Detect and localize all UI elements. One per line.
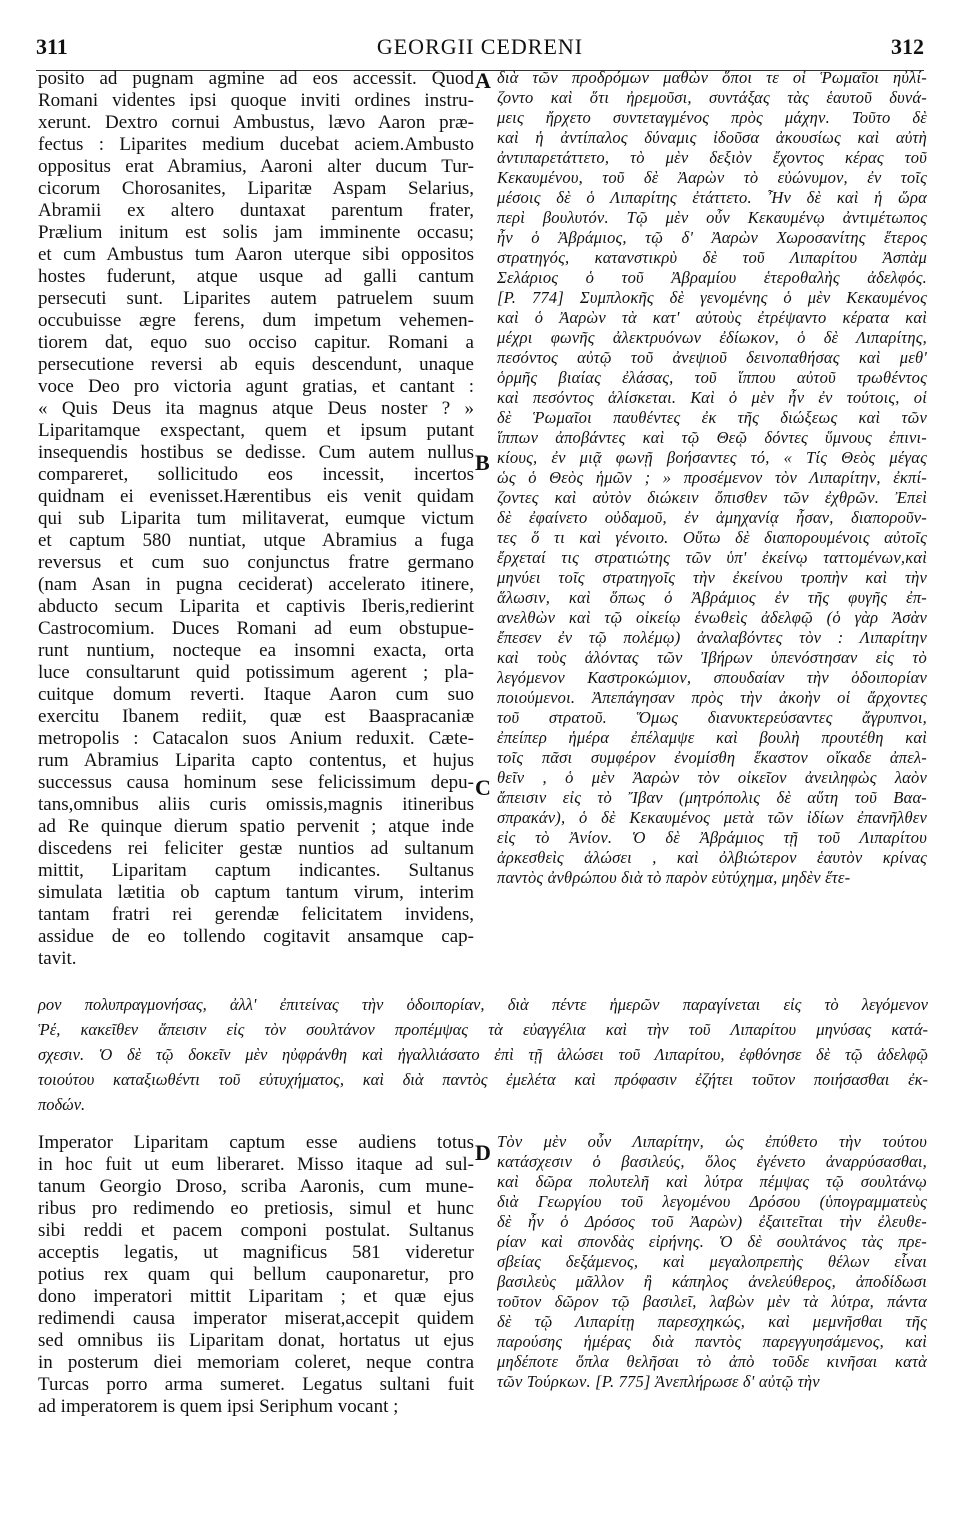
text-line: ποδών. xyxy=(38,1095,86,1114)
section-marker-a: A xyxy=(475,68,491,93)
text-line: ἀρκεσθεὶς ἁλώσει , καὶ ὀλβιώτερον ἑαυτὸν κρίνας xyxy=(497,848,927,867)
text-line: tiorem dat, equo suo occiso capitur. Romani a xyxy=(38,332,474,353)
text-line: ἔρχεταί τις στρατιώτης τῶν ὑπ' ἐκείνῳ ταττομένων,καὶ xyxy=(497,548,927,567)
text-line: παντὸς ἀνθρώπου διὰ τὸ παρὸν εὐτύχημα, μηδὲν ἕτε- xyxy=(497,868,851,887)
text-line: δὲ ἐφαίνετο οὐδαμοῦ, ἐν ἀμηχανίᾳ ἦσαν, διαπορoῦν- xyxy=(497,508,927,527)
text-line: τοῦ στρατοῦ. Ὅμως διανυκτερεύσαντες ἄγρυπνοι, xyxy=(497,708,927,727)
text-line: θεῖν , ὁ μὲν Ἀαρὼν τὸν οἰκεῖον ἀνειληφὼς λαὸν xyxy=(497,768,927,787)
text-line: ἅλωσιν, καὶ ὅπως ὁ Ἀβράμιος ἐν τῆς φυγῆς ἐπ- xyxy=(497,588,927,607)
text-line: dono imperatori mittit Liparitam ; et quæ ejus xyxy=(38,1286,474,1307)
text-line: redimendi causa imperator miserat,accepit quidem xyxy=(38,1308,474,1329)
text-line: Imperator Liparitam captum esse audiens totus xyxy=(38,1132,474,1153)
text-line: καὶ τοὺς ἁλόντας τῶν Ἰβήρων ὑπενόστησαν εἰς τὸ xyxy=(497,648,927,667)
page-number-right: 312 xyxy=(891,34,924,59)
text-line: τῶν Τούρκων. [P. 775] Ἀνεπλήρωσε δ' αὐτῷ τὴν xyxy=(497,1372,820,1391)
text-line: et cum Ambustus tum Aaron uterque sibi oppositos xyxy=(38,244,474,265)
text-line: μηνύει τοῖς στρατηγοῖς τὴν ἐκείνου τροπὴν καὶ τὴν xyxy=(497,568,927,587)
text-line: sed omnibus iis Liparitam donat, hortatus ut ejus xyxy=(38,1330,474,1351)
text-line: εἰς τὸ Ἀνίον. Ὁ δὲ Ἀβράμιος τῇ τοῦ Λιπαρίτου xyxy=(497,828,927,847)
text-line: posito ad pugnam agmine ad eos accessit. Quod xyxy=(38,68,474,89)
section-marker-b: B xyxy=(475,450,490,475)
latin-column-top xyxy=(38,68,474,998)
section-marker-c: C xyxy=(475,775,491,800)
text-line: ἐπείπερ ἡμέρα ἐπέλαμψε καὶ βουλὴ προυτέθη καὶ xyxy=(497,728,927,747)
text-line: σχεσιν. Ὁ δὲ τῷ δοκεῖν μὲν ηὐφράνθη καὶ ἠγαλλιάσατο ἐπὶ τῇ ἁλώσει τοῦ Λιπαρίτου, ἐφθόνησε δὲ τῷ ἀδελφῷ xyxy=(38,1045,928,1064)
text-line: ἄπεισιν εἰς τὸ Ἴβαν (μητρόπολις δὲ αὕτη τοῦ Βαα- xyxy=(497,788,927,807)
text-line: Romani videntes ipsi quoque inviti ordines instru- xyxy=(38,90,474,111)
text-line: mittit, Liparitam captum indicantes. Sultanus xyxy=(38,860,474,881)
latin-column-bottom xyxy=(38,1132,474,1527)
text-line: acceptis legatis, ut magnificus 581 videretur xyxy=(38,1242,474,1263)
text-line: ἀντιπαρετάττετο, τὸ μὲν δεξιὸν ἔχοντος κέρας τοῦ xyxy=(497,148,927,167)
text-line: « Quis Deus ita magnus atque Deus noster ? » xyxy=(38,398,474,419)
text-line: cuitque domum reverti. Itaque Aaron cum suo xyxy=(38,684,474,705)
greek-full-width-block xyxy=(38,992,928,1117)
text-line: λεγόμενον Καστροκώμιον, σπουδαίαν τὴν ὁδοιπορίαν xyxy=(497,668,927,687)
text-line: Liparitamque exspectant, quem et ipsum putant xyxy=(38,420,474,441)
text-line: occubuisse ægre ferens, dum impetum vehemen- xyxy=(38,310,474,331)
text-line: ὡς ὁ Θεὸς ἡμῶν ; » προσέμενον τὸν Λιπαρίτην, ἐκπί- xyxy=(497,468,927,487)
text-line: ποιούμενοι. Ἀπεπάγησαν πρὸς τὴν ἀκοὴν οἱ ἄρχοντες xyxy=(497,688,927,707)
text-line: κατάσχεσιν ὁ βασιλεύς, ὅλος ἐγένετο ἀναρρύσασθαι, xyxy=(497,1152,927,1171)
text-line: ρίαν καὶ σπονδὰς εἰρήνης. Ὁ δὲ σουλτάνος τὰς πρε- xyxy=(497,1232,927,1251)
text-line: runt nuntium, nocteque ea insomni exacta, orta xyxy=(38,640,474,661)
text-line: hostes fuderunt, atque usque ad galli cantum xyxy=(38,266,474,287)
text-line: persecutione reversi ab equis descendunt, unaque xyxy=(38,354,474,375)
text-line: rum Abramius Liparita capto contentus, et hujus xyxy=(38,750,474,771)
text-line: δὲ Ῥωμαῖοι παυθέντες ἐκ τῆς διώξεως καὶ τῶν xyxy=(497,408,927,427)
text-line: σβείας δεξάμενος, καὶ μεγαλοπρεπὴς θέλων εἶναι xyxy=(497,1252,927,1271)
text-line: ad Re quinque dierum spatio pervenit ; atque inde xyxy=(38,816,474,837)
text-line: μέσοις δὲ ὁ Λιπαρίτης ἐτάττετο. Ἦν δὲ καὶ ἡ ὥρα xyxy=(497,188,927,207)
text-line: Abramii ex altero duntaxat parentum frater, xyxy=(38,200,474,221)
text-line: in posterum diei memoriam coleret, neque contra xyxy=(38,1352,474,1373)
text-line: πεσόντος αὐτῷ τοῦ ἀνεψιοῦ δεινοπαθήσας καὶ μεθ' xyxy=(497,348,927,367)
text-line: παρούσης ἡμέρας διὰ παντὸς παρεγγυησάμενος, καὶ xyxy=(497,1332,927,1351)
text-line: insequendis hostibus se dedisse. Cum autem nullus xyxy=(38,442,474,463)
text-line: τοῦτον δῶρον τῷ βασιλεῖ, λαβὼν μὲν τὰ λύτρα, πάντα xyxy=(497,1292,927,1311)
text-line: Κεκαυμένου, τοῦ δὲ Ἀαρὼν τὸ εὐώνυμον, ἐν τοῖς xyxy=(497,168,927,187)
text-line: tanum Georgio Droso, scriba Aaronis, cum mune- xyxy=(38,1176,474,1197)
text-line: ἔπεσεν ἐν τῷ πολέμῳ) ἀναλαβόντες τὸν : Λιπαρίτην xyxy=(497,628,927,647)
text-line: ἦν ὁ Ἀβράμιος, τῷ δ' Ἀαρὼν Χωροσανίτης ἕτερος xyxy=(497,228,927,247)
greek-column-bottom xyxy=(497,1132,927,1527)
text-line: διὰ Γεωργίου τοῦ λεγομένου Δρόσου (ὑπογραμματεὺς xyxy=(497,1192,927,1211)
text-line: tans,omnibus aliis curis omissis,magnis itineribus xyxy=(38,794,474,815)
text-line: καὶ πεσόντος ἁλίσκεται. Καὶ ὁ μὲν ἦν ἐν τούτοις, οἱ xyxy=(497,388,927,407)
text-line: καὶ ἡ ἀντίπαλος δύναμις ἰδοῦσα ἀκουσίως καὶ αὐτὴ xyxy=(497,128,927,147)
text-line: μέχρι φωνῆς ἀλεκτρυόνων ἐδίωκον, ὁ δὲ Λιπαρίτης, xyxy=(497,328,927,347)
text-line: ζοντο καὶ ὅτι ἠρεμοῦσι, συντάξας τὰς ἑαυτοῦ δυνά- xyxy=(497,88,927,107)
text-line: metropolis : Catacalon suos Anium reduxit. Cæte- xyxy=(38,728,474,749)
text-line: βασιλεὺς μᾶλλον ἢ κάπηλος ἀνελεύθερος, ἀποδίδωσι xyxy=(497,1272,927,1291)
text-line: μεις ἤρχετο συντεταγμένος πρὸς μάχην. Τοῦτο δὲ xyxy=(497,108,927,127)
text-line: Τὸν μὲν οὖν Λιπαρίτην, ὡς ἐπύθετο τὴν τούτου xyxy=(497,1132,927,1151)
text-line: tavit. xyxy=(38,948,77,969)
text-line: fectus : Liparites medium ducebat aciem.Ambusto xyxy=(38,134,474,155)
text-line: στρατηγός, κατανστικρὺ δὲ τοῦ Λιπαρίτου Ἀσπὰμ xyxy=(497,248,927,267)
text-line: persecuti sunt. Liparites autem patruelem suum xyxy=(38,288,474,309)
text-line: [P. 774] Συμπλοκῆς δὲ γενομένης ὁ μὲν Κεκαυμένος xyxy=(497,288,927,307)
text-line: sibi reddi et pacem componi postulat. Sultanus xyxy=(38,1220,474,1241)
text-line: Ῥέ, κακεῖθεν ἄπεισιν εἰς τὸν σουλτάνον προπέμψας τὰ εὐαγγέλια καὶ τὴν τοῦ Λιπαρίτου μηνύσας κατά- xyxy=(38,1020,928,1039)
text-line: Castrocomium. Duces Romani ad eum obstupue- xyxy=(38,618,474,639)
section-marker-d: D xyxy=(475,1140,491,1165)
text-line: in hoc fuit ut eum liberaret. Misso itaque ad sul- xyxy=(38,1154,474,1175)
text-line: ρον πολυπραγμονήσας, ἀλλ' ἐπιτείνας τὴν ὁδοιπορίαν, διὰ πέντε ἡμερῶν παραγίνεται εἰς τὸ λεγόμενον xyxy=(38,995,928,1014)
text-line: ζοντες καὶ αὐτὸν διώκειν ὄπισθεν τῶν ἐχθρῶν. Ἐπεὶ xyxy=(497,488,927,507)
text-line: (nam Asan in pugna ceciderat) accelerato itinere, xyxy=(38,574,474,595)
text-line: et captum 580 nuntiat, utque Abramius a fuga xyxy=(38,530,474,551)
text-line: quidnam ei evenisset.Hærentibus eis venit quidam xyxy=(38,486,474,507)
text-line: τοῖς πᾶσι συμφέρον ἐνομίσθη ἕκαστον οἴκαδε ἀπελ- xyxy=(497,748,927,767)
text-line: abducto secum Liparita et captivis Iberis,redierint xyxy=(38,596,474,617)
text-line: τοιούτου καταξιωθέντι τοῦ εὐτυχήματος, καὶ διὰ παντὸς ἐμελέτα καὶ πρόφασιν ἐζήτει τοῦτον ποιήσασθαι ἐκ- xyxy=(38,1070,928,1089)
text-line: σπρακάν), ὁ δὲ Κεκαυμένος μετὰ τῶν ἰδίων ἐπανῆλθεν xyxy=(497,808,927,827)
text-line: ἵππων ἀποβάντες καὶ τῷ Θεῷ δόντες ὕμνους ἐπινι- xyxy=(497,428,927,447)
text-line: compareret, sollicitudo eos incessit, incertos xyxy=(38,464,474,485)
text-line: Σελάριος ὁ τοῦ Ἀβραμίου ἑτεροθαλὴς ἀδελφός. xyxy=(497,268,927,287)
text-line: exercitu Ibanem rediit, quæ est Baaspracaniæ xyxy=(38,706,474,727)
text-line: κίους, ἐν μιᾷ φωνῇ βοήσαντες τό, « Τίς Θεὸς μέγας xyxy=(497,448,927,467)
text-line: simulata lætitia ob captum tantum virum, interim xyxy=(38,882,474,903)
text-line: διὰ τῶν προδρόμων μαθὼν ὅποι τε οἱ Ῥωμαῖοι ηὐλί- xyxy=(497,68,927,87)
running-title: GEORGII CEDRENI xyxy=(376,34,584,59)
text-line: ανελθὼν καὶ τῷ οἰκείῳ ἑνωθεὶς ἀδελφῷ (ὁ γὰρ Ἀσὰν xyxy=(497,608,927,627)
text-line: μηδέποτε ὅπλα θελῆσαι τὸ ἀπὸ τοῦδε κινῆσαι κατὰ xyxy=(497,1352,927,1371)
text-line: xerunt. Dextro cornui Ambustus, lævo Aaron præ- xyxy=(38,112,474,133)
text-line: ribus pro redimendo eo pretiosis, simul et hunc xyxy=(38,1198,474,1219)
text-line: καὶ δῶρα πολυτελῆ καὶ λύτρα πέμψας τῷ σουλτάνῳ xyxy=(497,1172,927,1191)
text-line: potius rex quam qui bellum cauponaretur, pro xyxy=(38,1264,474,1285)
page-number-left: 311 xyxy=(36,34,68,59)
text-line: assidue de eo tollendo cogitavit ansamque cap- xyxy=(38,926,474,947)
text-line: δὲ ἦν ὁ Δρόσος τοῦ Ἀαρὼν) ἐξαιτεῖται τὴν ἐλευθε- xyxy=(497,1212,927,1231)
text-line: ad imperatorem is quem ipsi Seriphum vocant ; xyxy=(38,1396,399,1417)
page-header xyxy=(36,30,924,71)
text-line: qui sub Liparita tum militaverat, eumque victum xyxy=(38,508,474,529)
text-line: Prælium initum est solis jam imminente occasu; xyxy=(38,222,474,243)
text-line: δὲ τῷ Λιπαρίτῃ παρεσχηκώς, καὶ μεμνῆσθαι τῆς xyxy=(497,1312,927,1331)
text-line: reversus et cum suo conjunctus fratre germano xyxy=(38,552,474,573)
text-line: καὶ ὁ Ἀαρὼν τὰ κατ' αὐτοὺς ἐτρέψαντο κέρατα καὶ xyxy=(497,308,927,327)
text-line: voce Deo pro victoria agunt gratias, et cantant : xyxy=(38,376,474,397)
text-line: cicorum Chorosanites, Liparitæ Aspam Selarius, xyxy=(38,178,474,199)
text-line: successus causa hominum sese felicissimum depu- xyxy=(38,772,474,793)
text-line: ὁρμῆς βιαίας ἐλάσας, τοῦ ἵππου αὐτοῦ τρωθέντος xyxy=(497,368,927,387)
text-line: oppositus erat Abramius, Aaroni alter ducum Tur- xyxy=(38,156,474,177)
text-line: περὶ βουλυτόν. Τῷ μὲν οὖν Κεκαυμένῳ ἀντιμέτωπος xyxy=(497,208,927,227)
text-line: Turcas porro arma sumeret. Legatus sultani fuit xyxy=(38,1374,474,1395)
text-line: luce consultarunt quid potissimum agerent ; pla- xyxy=(38,662,474,683)
text-line: τες ὅ τι καὶ γένοιτο. Οὕτω δὲ διαπορουμένοις αὐτοῖς xyxy=(497,528,927,547)
text-line: discedens rei feliciter gestæ nuntios ad sultanum xyxy=(38,838,474,859)
text-line: tantam fratri rei gerendæ felicitatem invidens, xyxy=(38,904,474,925)
greek-column-top xyxy=(497,68,927,998)
